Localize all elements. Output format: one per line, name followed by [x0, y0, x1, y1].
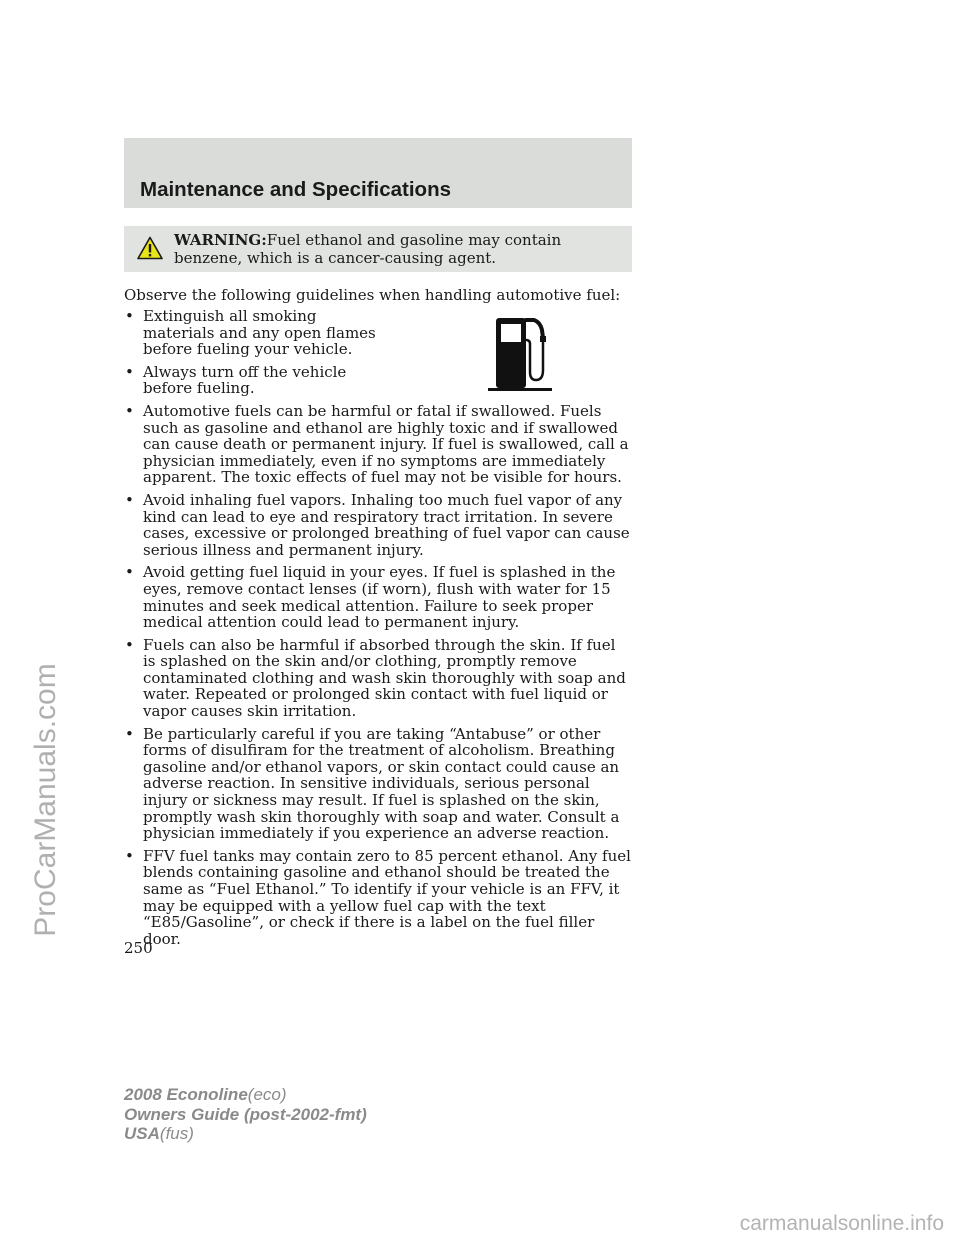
warning-triangle-icon: [137, 236, 163, 260]
footer-line-model: [124, 1085, 367, 1105]
list-item: • Be particularly careful if you are taking “Antabuse” or other forms of disulfiram for the treatment of alcoholism. Breathing gasoline and/or ethanol vapors, or skin contact could cause an adverse reaction. In sensitive individuals, serious personal injury or sickness may result. If fuel is splashed on the skin, promptly wash skin thoroughly with soap and water. Consult a physician immediately if you experience an adverse reaction.: [124, 726, 632, 842]
footer-model-code: (eco): [247, 1085, 287, 1104]
page-number: 250: [124, 939, 153, 957]
list-item: • Avoid inhaling fuel vapors. Inhaling too much fuel vapor of any kind can lead to eye and respiratory tract irritation. In severe cases, excessive or prolonged breathing of fuel vapor can cause serious illness and permanent injury.: [124, 492, 632, 558]
list-item: • Always turn off the vehicle before fueling.: [124, 364, 632, 397]
list-item: • Extinguish all smoking materials and any open flames before fueling your vehicle.: [124, 308, 632, 358]
list-item: • Automotive fuels can be harmful or fatal if swallowed. Fuels such as gasoline and ethanol are highly toxic and if swallowed can cause death or permanent injury. If fuel is swallowed, call a physician immediately, even if no symptoms are immediately apparent. The toxic effects of fuel may not be visible for hours.: [124, 403, 632, 486]
warning-label: WARNING:: [174, 231, 267, 249]
warning-message: Fuel ethanol and gasoline may contain benzene, which is a cancer-causing agent.: [174, 231, 562, 267]
warning-text: [174, 232, 624, 267]
footer-guide: Owners Guide (post-2002-fmt): [124, 1104, 367, 1124]
list-item: • FFV fuel tanks may contain zero to 85 percent ethanol. Any fuel blends containing gasoline and ethanol should be treated the same as “Fuel Ethanol.” To identify if your vehicle is an FFV, it may be equipped with a yellow fuel cap with the text “E85/Gasoline”, or check if there is a label on the fuel filler door.: [124, 848, 632, 948]
section-header: [124, 138, 632, 208]
warning-box: [124, 226, 632, 272]
footer-region: USA: [124, 1124, 160, 1143]
footer-line-region: [124, 1124, 367, 1144]
intro-paragraph: Observe the following guidelines when handling automotive fuel:: [124, 286, 621, 304]
page-title: Maintenance and Specifications: [140, 178, 451, 201]
footer-model: 2008 Econoline: [124, 1085, 248, 1104]
bottom-watermark: carmanualsonline.info: [739, 1212, 944, 1235]
side-watermark: ProCarManuals.com: [29, 663, 62, 937]
document-footer: [124, 1085, 367, 1144]
list-item: • Fuels can also be harmful if absorbed through the skin. If fuel is splashed on the skin and/or clothing, promptly remove contaminated clothing and wash skin thoroughly with soap and water. Repeated or prolonged skin contact with fuel liquid or vapor causes skin irritation.: [124, 637, 632, 720]
fuel-guidelines-list: [124, 308, 632, 953]
list-item: • Avoid getting fuel liquid in your eyes. If fuel is splashed in the eyes, remove contact lenses (if worn), flush with water for 15 minutes and seek medical attention. Failure to seek proper medical attention could lead to permanent injury.: [124, 564, 632, 630]
footer-region-code: (fus): [159, 1124, 194, 1143]
